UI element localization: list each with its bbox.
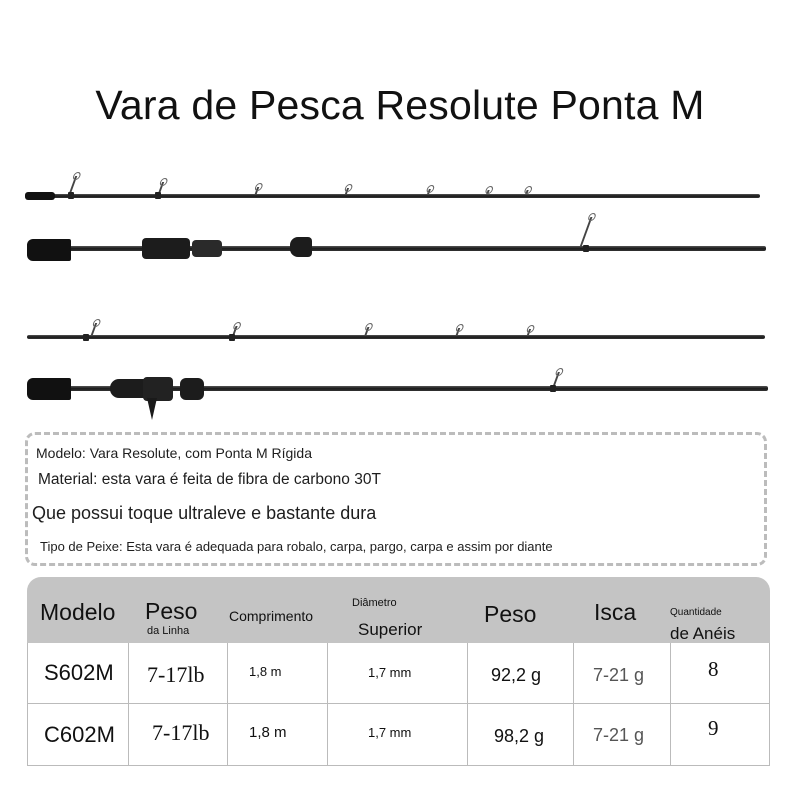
cell-modelo: S602M — [44, 660, 114, 685]
cell-diametro: 1,7 mm — [368, 725, 412, 740]
header-modelo: Modelo — [40, 599, 116, 625]
header-peso: Peso — [484, 601, 537, 627]
info-material: Material: esta vara é feita de fibra de carbono 30T — [38, 471, 381, 488]
cell-isca: 7-21 g — [593, 665, 645, 685]
cell-peso-linha: 7-17lb — [147, 662, 205, 687]
column-divider — [467, 643, 468, 766]
info-fish-type: Tipo de Peixe: Esta vara é adequada para robalo, carpa, pargo, carpa e assim por diante — [40, 539, 553, 554]
header-isca: Isca — [594, 599, 637, 625]
header-aneis-sub: de Anéis — [670, 624, 736, 643]
cell-peso: 98,2 g — [494, 726, 545, 746]
table-row — [28, 704, 769, 765]
column-divider — [670, 643, 671, 766]
cell-isca: 7-21 g — [593, 725, 645, 745]
cell-comprimento: 1,8 m — [249, 724, 287, 741]
product-info-box — [25, 432, 767, 566]
cell-comprimento: 1,8 m — [249, 664, 282, 679]
info-feel: Que possui toque ultraleve e bastante dura — [32, 503, 377, 523]
spec-table-body — [27, 643, 770, 766]
table-row — [28, 643, 769, 704]
header-peso-linha: Peso — [145, 598, 198, 624]
cell-modelo: C602M — [44, 722, 115, 747]
spec-table — [27, 577, 770, 766]
cell-peso-linha: 7-17lb — [152, 720, 210, 745]
header-diametro-sub: Superior — [358, 620, 423, 639]
cell-aneis: 8 — [708, 657, 719, 681]
cell-aneis: 9 — [708, 716, 719, 740]
column-divider — [227, 643, 228, 766]
info-model: Modelo: Vara Resolute, com Ponta M Rígida — [36, 445, 312, 461]
cell-diametro: 1,7 mm — [368, 665, 412, 680]
page-title: Vara de Pesca Resolute Ponta M — [95, 82, 705, 128]
spec-table-header — [27, 577, 770, 643]
column-divider — [573, 643, 574, 766]
header-aneis: Quantidade — [670, 607, 722, 618]
cell-peso: 92,2 g — [491, 665, 542, 685]
header-diametro: Diâmetro — [352, 597, 397, 609]
column-divider — [128, 643, 129, 766]
header-peso-linha-sub: da Linha — [147, 625, 190, 637]
column-divider — [327, 643, 328, 766]
header-comprimento: Comprimento — [229, 608, 314, 624]
